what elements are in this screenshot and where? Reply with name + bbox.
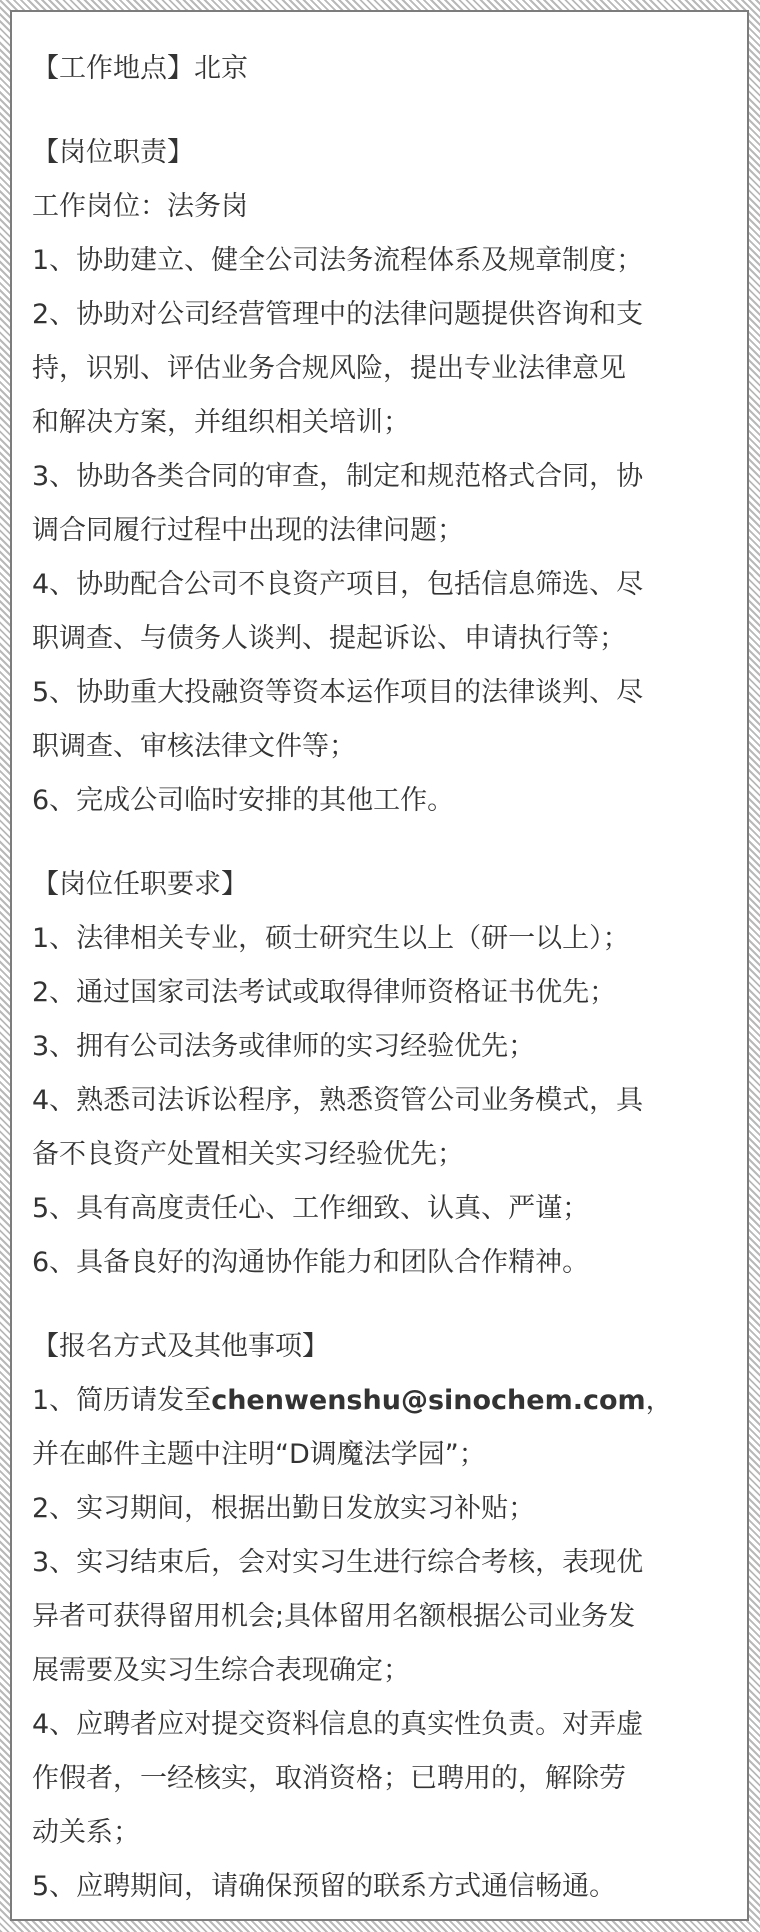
duty-line: 调合同履行过程中出现的法律问题； xyxy=(32,515,464,546)
duty-line: 1、协助建立、健全公司法务流程体系及规章制度； xyxy=(32,245,644,276)
requirement-line: 备不良资产处置相关实习经验优先； xyxy=(32,1139,464,1170)
duty-line: 持，识别、评估业务合规风险，提出专业法律意见 xyxy=(32,353,626,384)
requirements-heading: 【岗位任职要求】 xyxy=(32,869,248,900)
section-gap xyxy=(32,828,727,858)
application-line: 作假者，一经核实，取消资格；已聘用的，解除劳 xyxy=(32,1763,626,1794)
requirement-line: 1、法律相关专业，硕士研究生以上（研一以上）； xyxy=(32,923,630,954)
application-line: 展需要及实习生综合表现确定； xyxy=(32,1655,410,1686)
duty-line: 和解决方案，并组织相关培训； xyxy=(32,407,410,438)
requirement-line: 6、具备良好的沟通协作能力和团队合作精神。 xyxy=(32,1247,590,1278)
requirement-line: 3、拥有公司法务或律师的实习经验优先； xyxy=(32,1031,536,1062)
section-gap xyxy=(32,96,727,126)
contact-email: chenwenshu@sinochem.com xyxy=(211,1385,646,1416)
application-line: 动关系； xyxy=(32,1817,140,1848)
application-line: 5、应聘期间，请确保预留的联系方式通信畅通。 xyxy=(32,1871,617,1902)
email-prefix: 1、简历请发至 xyxy=(32,1385,212,1416)
requirement-line: 5、具有高度责任心、工作细致、认真、严谨； xyxy=(32,1193,590,1224)
application-heading: 【报名方式及其他事项】 xyxy=(32,1331,329,1362)
job-posting-card xyxy=(10,10,749,1921)
duty-line: 3、协助各类合同的审查，制定和规范格式合同，协 xyxy=(32,461,644,492)
application-line: 异者可获得留用机会;具体留用名额根据公司业务发 xyxy=(32,1601,636,1632)
location-heading: 【工作地点】北京 xyxy=(32,53,248,84)
application-line: 3、实习结束后，会对实习生进行综合考核，表现优 xyxy=(32,1547,644,1578)
application-email-line xyxy=(32,1374,727,1428)
duties-heading: 【岗位职责】 xyxy=(32,137,194,168)
duty-line: 4、协助配合公司不良资产项目，包括信息筛选、尽 xyxy=(32,569,644,600)
application-line: 并在邮件主题中注明“D调魔法学园”； xyxy=(32,1439,486,1470)
section-gap xyxy=(32,1290,727,1320)
application-line: 2、实习期间，根据出勤日发放实习补贴； xyxy=(32,1493,536,1524)
requirement-line: 4、熟悉司法诉讼程序，熟悉资管公司业务模式，具 xyxy=(32,1085,644,1116)
duty-line: 5、协助重大投融资等资本运作项目的法律谈判、尽 xyxy=(32,677,644,708)
application-line: 4、应聘者应对提交资料信息的真实性负责。对弄虚 xyxy=(32,1709,644,1740)
duty-line: 6、完成公司临时安排的其他工作。 xyxy=(32,785,455,816)
requirement-line: 2、通过国家司法考试或取得律师资格证书优先； xyxy=(32,977,617,1008)
duty-line: 2、协助对公司经营管理中的法律问题提供咨询和支 xyxy=(32,299,644,330)
duty-line: 职调查、审核法律文件等； xyxy=(32,731,356,762)
duty-line: 职调查、与债务人谈判、提起诉讼、申请执行等； xyxy=(32,623,626,654)
email-suffix: ， xyxy=(645,1385,673,1416)
duty-line: 工作岗位：法务岗 xyxy=(32,191,248,222)
